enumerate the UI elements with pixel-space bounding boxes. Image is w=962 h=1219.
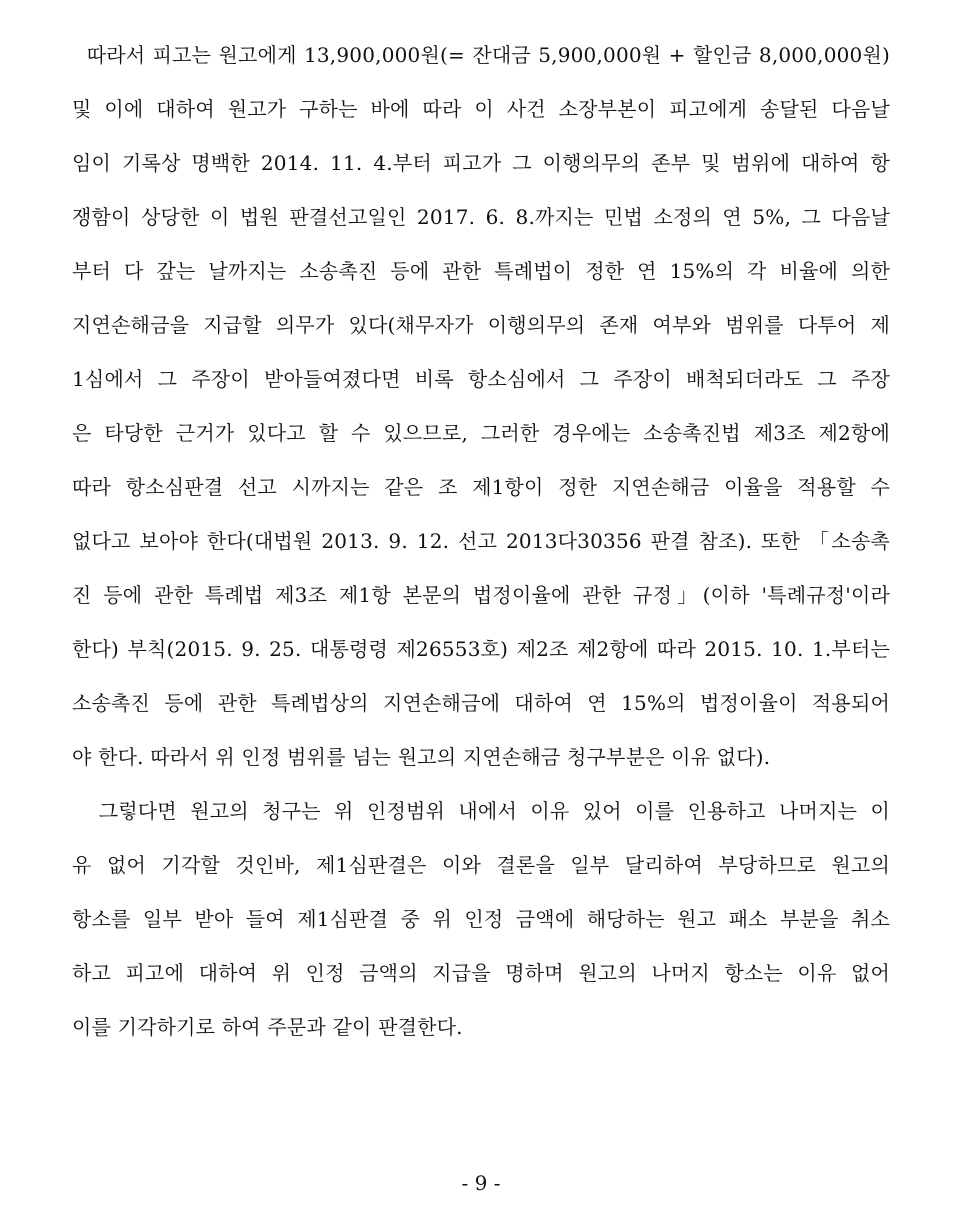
paragraph-1-line-4: 쟁함이 상당한 이 법원 판결선고일인 2017. 6. 8.까지는 민법 소정의 연 5%, 그 다음날 (72, 205, 890, 229)
page-number: - 9 - (461, 1171, 501, 1195)
paragraph-1-line-12: 한다) 부칙(2015. 9. 25. 대통령령 제26553호) 제2조 제2항에 따라 2015. 10. 1.부터는 (72, 637, 890, 661)
paragraph-2-line-3: 항소를 일부 받아 들여 제1심판결 중 위 인정 금액에 해당하는 원고 패소 부분을 취소 (72, 907, 890, 931)
paragraph-1-line-14: 야 한다. 따라서 위 인정 범위를 넘는 원고의 지연손해금 청구부분은 이유 없다). (72, 745, 771, 769)
paragraph-2-line-1: 그렇다면 원고의 청구는 위 인정범위 내에서 이유 있어 이를 인용하고 나머지는 이 (72, 799, 890, 823)
paragraph-1-line-2: 및 이에 대하여 원고가 구하는 바에 따라 이 사건 소장부본이 피고에게 송달된 다음날 (72, 97, 890, 121)
paragraph-1-line-10: 없다고 보아야 한다(대법원 2013. 9. 12. 선고 2013다30356 판결 참조). 또한 「소송촉 (72, 529, 890, 553)
paragraph-1-line-13: 소송촉진 등에 관한 특례법상의 지연손해금에 대하여 연 15%의 법정이율이 적용되어 (72, 691, 890, 715)
paragraph-2-line-5: 이를 기각하기로 하여 주문과 같이 판결한다. (72, 1015, 463, 1039)
paragraph-1-line-9: 따라 항소심판결 선고 시까지는 같은 조 제1항이 정한 지연손해금 이율을 적용할 수 (72, 475, 890, 499)
paragraph-1-line-3: 임이 기록상 명백한 2014. 11. 4.부터 피고가 그 이행의무의 존부 및 범위에 대하여 항 (72, 151, 890, 175)
paragraph-1-line-11: 진 등에 관한 특례법 제3조 제1항 본문의 법정이율에 관한 규정」(이하 '특례규정'이라 (72, 583, 890, 607)
paragraph-2-line-2: 유 없어 기각할 것인바, 제1심판결은 이와 결론을 일부 달리하여 부당하므로 원고의 (72, 853, 890, 877)
paragraph-2-line-4: 하고 피고에 대하여 위 인정 금액의 지급을 명하며 원고의 나머지 항소는 이유 없어 (72, 961, 890, 985)
paragraph-1-line-6: 지연손해금을 지급할 의무가 있다(채무자가 이행의무의 존재 여부와 범위를 다투어 제 (72, 313, 890, 337)
paragraph-1-line-7: 1심에서 그 주장이 받아들여졌다면 비록 항소심에서 그 주장이 배척되더라도 그 주장 (72, 367, 890, 391)
body-text (72, 33, 890, 1059)
paragraph-1-line-8: 은 타당한 근거가 있다고 할 수 있으므로, 그러한 경우에는 소송촉진법 제3조 제2항에 (72, 421, 890, 445)
paragraph-1-line-5: 부터 다 갚는 날까지는 소송촉진 등에 관한 특례법이 정한 연 15%의 각 비율에 의한 (72, 259, 890, 283)
paragraph-1-line-1: 따라서 피고는 원고에게 13,900,000원(= 잔대금 5,900,000원 + 할인금 8,000,000원) (72, 43, 890, 67)
